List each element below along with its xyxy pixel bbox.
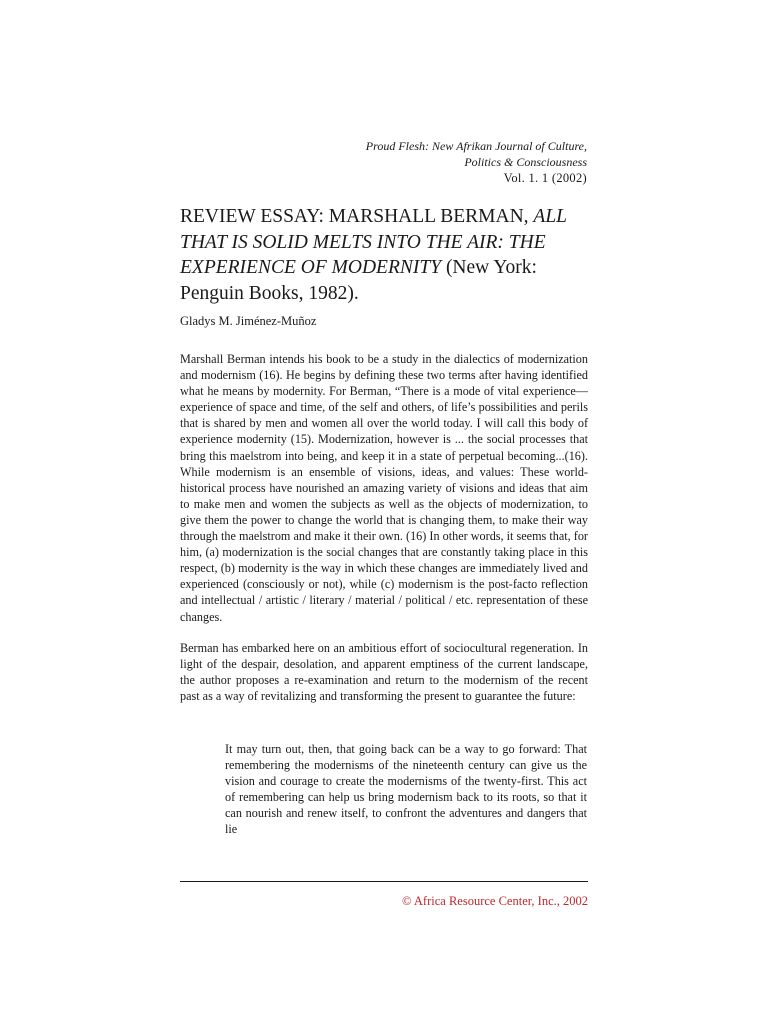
article-author: Gladys M. Jiménez-Muñoz <box>180 314 317 328</box>
article-title <box>180 204 589 306</box>
journal-volume: Vol. 1. 1 (2002) <box>503 171 587 185</box>
body-paragraph-2: Berman has embarked here on an ambitious effort of sociocultural regeneration. In light of the despair, desolation, and apparent emptiness of the current landscape, the author proposes a re-examination and return to the modernism of the recent past as a way of revitalizing and transforming the present to guarantee the future: <box>180 641 588 704</box>
journal-name-line1: Proud Flesh: New Afrikan Journal of Culture, <box>365 139 587 153</box>
body-paragraph-1: Marshall Berman intends his book to be a study in the dialectics of modernization and modernism (16). He begins by defining these two terms after having identified what he means by modernity. For Berman, “There is a mode of vital experience—experience of space and time, of the self and others, of life’s possibilities and perils that is shared by men and women all over the world today. I will call this body of experience modernity (15). Modernization, however is ... the social processes that bring this maelstrom into being, and keep it in a state of perpetual becoming...(16). While modernism is an ensemble of visions, ideas, and values: These world-historical process have nourished an amazing variety of visions and ideas that aim to make men and women the subjects as well as the objects of modernization, to give them the power to change the world that is changing them, to make their way through the maelstrom and make it their own. (16) In other words, it seems that, for him, (a) modernization is the social changes that are constantly taking place in this respect, (b) modernity is the way in which these changes are immediately lived and experienced (consciously or not), while (c) modernism is the post-facto reflection and intellectual / artistic / literary / material / political / etc. representation of these changes. <box>180 352 588 624</box>
footer-divider <box>180 881 588 882</box>
title-prefix: REVIEW ESSAY: MARSHALL BERMAN, <box>180 206 534 227</box>
journal-header <box>167 138 587 186</box>
title-publication-info: (New York: Penguin Books, 1982). <box>180 257 537 304</box>
title-book-name: ALL THAT IS SOLID MELTS INTO THE AIR: THE EXPERIENCE OF MODERNITY <box>180 206 567 278</box>
journal-name-line2: Politics & Consciousness <box>464 155 587 169</box>
copyright-notice: © Africa Resource Center, Inc., 2002 <box>401 894 588 908</box>
block-quote: It may turn out, then, that going back can be a way to go forward: That remembering the modernisms of the nineteenth century can give us the vision and courage to create the modernisms of the twenty-first. This act of remembering can help us bring modernism back to its roots, so that it can nourish and renew itself, to confront the adventures and dangers that lie <box>225 742 587 837</box>
